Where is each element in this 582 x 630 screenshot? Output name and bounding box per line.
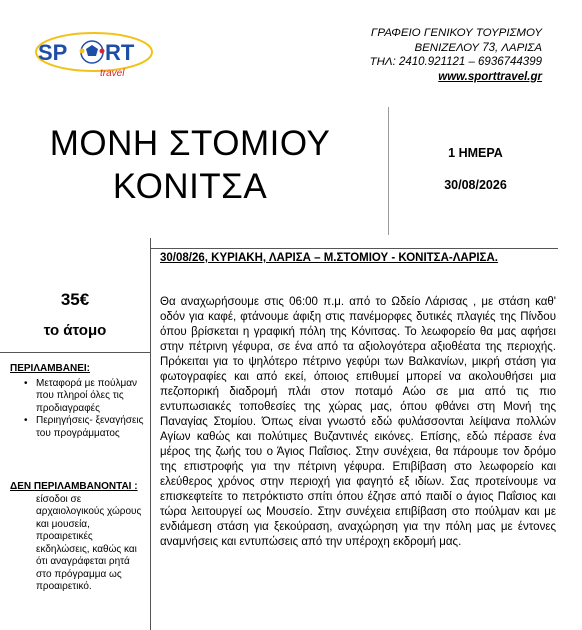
- price-amount: 35€: [60, 290, 90, 309]
- header-vertical-divider: [388, 107, 389, 235]
- includes-item: • Περιηγήσεις- ξεναγήσεις του προγράμματος: [10, 415, 148, 440]
- includes-item: • Μεταφορά με πούλμαν που πληροί όλες τις προδιαγραφές: [10, 378, 148, 416]
- trip-date: 30/08/2026: [444, 178, 507, 192]
- sport-travel-logo: [34, 30, 154, 82]
- price-divider: [0, 352, 150, 353]
- logo-subtext: travel: [100, 68, 125, 79]
- trip-title: [40, 122, 340, 208]
- includes-heading: ΠΕΡΙΛΑΜΒΑΝΕΙ:: [10, 363, 91, 374]
- agency-info: [370, 26, 542, 84]
- trip-title-line1: ΜΟΝΗ ΣΤΟΜΙΟΥ: [49, 124, 331, 163]
- agency-website-link[interactable]: www.sporttravel.gr: [438, 70, 542, 83]
- excludes-heading: ΔΕΝ ΠΕΡΙΛΑΜΒΑΝΟΝΤΑΙ :: [10, 481, 138, 492]
- logo-text-rt: RT: [105, 40, 135, 65]
- includes-list: [10, 378, 148, 441]
- trip-title-line2: ΚΟΝΙΤΣΑ: [112, 167, 268, 206]
- price-unit: το άτομο: [43, 322, 107, 339]
- trip-duration: 1 ΗΜΕΡΑ: [448, 146, 503, 160]
- agency-type: ΓΡΑΦΕΙΟ ΓΕΝΙΚΟΥ ΤΟΥΡΙΣΜΟΥ: [370, 27, 542, 39]
- program-heading: 30/08/26, ΚΥΡΙΑΚΗ, ΛΑΡΙΣΑ – Μ.ΣΤΟΜΙΟΥ - ΚΟΝΙΤΣΑ-ΛΑΡΙΣΑ.: [160, 252, 498, 264]
- program-top-rule: [151, 248, 558, 249]
- program-description: Θα αναχωρήσουμε στις 06:00 π.μ. από το Ωδείο Λάρισας , με στάση καθ' οδόν για καφέ, φτάνουμε άφιξη στις πανέμορφες δυτικές πλαγιές της Πίνδου όπου βρίσκεται η γραφική πόλη της Κόνιτσας. Το λεωφορείο θα μας αφήσει στην πέτρινη γέφυρα, σε ένα από τα αξιολογότερα αξιοθέατα της περιοχής. Πρόκειται για το ψηλότερο πέτρινο γεφύρι των Βαλκανίων, μικρή στάση για φωτογραφίες και από εκεί, όποιος επιθυμεί μπορεί να ακολουθήσει μια πεζοπορική διαδρομή πλάι στον ποταμό Αώο σε μια από τις πιο εντυπωσιακές τοποθεσίες της χώρας μας, όπου φθάνει στη Μονή της Παναγίας Στομίου. Όπως είναι γνωστό εδώ φυλάσσονται λείψανα πολλών Αγίων καθώς και πολύτιμες Βυζαντινές εικόνες. Επίσης, εδώ πέρασε ένα μέρος της ζωής του ο Άγιος Παΐσιος. Στην συνέχεια, θα πάρουμε τον δρόμο της επιστροφής για την πέτρινη γέφυρα. Επιβίβαση στο λεωφορείο και ελεύθερος χρόνος στην περιοχή για φαγητό εξ ιδίων. Σας προτείνουμε να επισκεφτείτε το πετρόκτιστο σπίτι όπου έζησε από παιδί ο άγιος Παΐσιος και τώρα λειτουργεί ως Μουσείο. Στην συνέχεια επιβίβαση στο πούλμαν και με ενδιάμεση στάση για ξεκούραση, αναχώρηση για την πόλη μας με έντονες αναμνήσεις και εντυπώσεις από την υπέροχη εκδρομή μας.: [160, 296, 556, 548]
- excludes-text: είσοδοι σε αρχαιολογικούς χώρους και μουσεία, προαιρετικές εκδηλώσεις, καθώς και ότι αναγράφεται ρητά στο πρόγραμμα ως προαιρετικό.: [36, 493, 142, 592]
- logo-graphic: [34, 30, 154, 82]
- column-divider: [150, 238, 151, 630]
- includes-section: [10, 363, 148, 440]
- excludes-section: [10, 481, 148, 594]
- agency-phones: ΤΗΛ: 2410.921121 – 6936744399: [369, 56, 542, 68]
- logo-text-s: SP: [38, 40, 68, 65]
- agency-address: ΒΕΝΙΖΕΛΟΥ 73, ΛΑΡΙΣΑ: [414, 41, 542, 54]
